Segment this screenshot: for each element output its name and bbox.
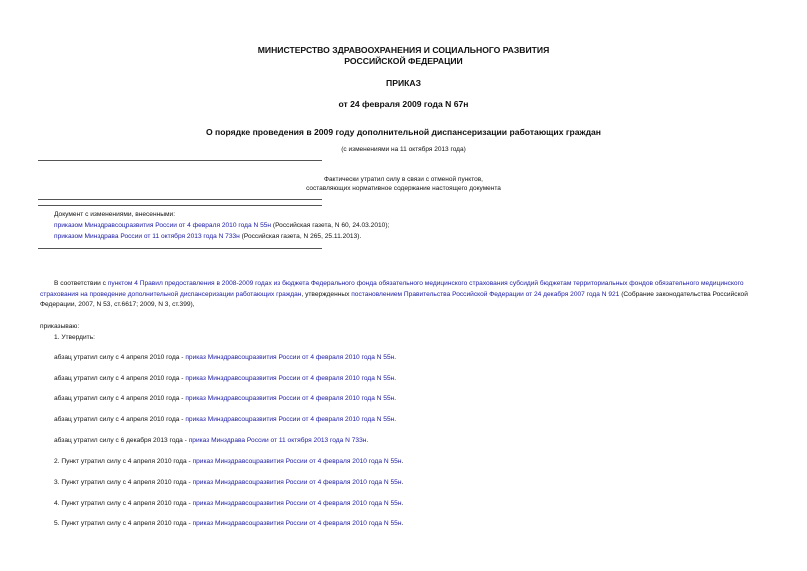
list-item-text: абзац утратил силу с 6 декабря 2013 года - [54, 437, 189, 444]
list-item-end: . [394, 354, 397, 361]
preamble-link-rules[interactable]: пунктом 4 Правил предоставления в 2008-2009 годах из бюджета Федерального фонда обязательного медицинского страхования субсидий бюджетам территориальных фондов обязательного медицинского страхования на проведение дополнительной диспансеризации работающих граждан [40, 280, 744, 298]
list-item-link[interactable]: приказ Минздрава России от 11 октября 2013 года N 733н [188, 437, 367, 444]
list-item-text: 2. Пункт утратил силу с 4 апреля 2010 года - [54, 458, 193, 465]
doc-type: ПРИКАЗ [386, 78, 421, 88]
amendment-link[interactable]: приказом Минздравсоцразвития России от 4 февраля 2010 года N 55н [54, 222, 272, 229]
divider [38, 160, 322, 161]
amendment-source: (Российская газета, N 60, 24.03.2010); [271, 222, 390, 229]
divider [38, 205, 322, 206]
preamble-text: , утвержденных [301, 290, 352, 298]
list-item-text: абзац утратил силу с 4 апреля 2010 года - [54, 416, 186, 423]
preamble-link-resolution[interactable]: постановлением Правительства Российской Федерации от 24 декабря 2007 года N 921 [351, 290, 620, 298]
preamble-text: (Собрание законодательства Российской Федерации, 2007, N 53, ст.6617; 2009, N 3, ст.399), [40, 290, 748, 308]
amendment-source: (Российская газета, N 265, 25.11.2013). [239, 233, 362, 240]
amendment-link[interactable]: приказом Минздрава России от 11 октября 2013 года N 733н [54, 233, 240, 240]
list-item-text: абзац утратил силу с 4 апреля 2010 года - [54, 375, 186, 382]
preamble-text: В соответствии с [54, 280, 108, 287]
list-item-text: абзац утратил силу с 4 апреля 2010 года - [54, 395, 186, 402]
list-item-end: . [394, 375, 397, 382]
list-item [54, 499, 403, 510]
list-item [54, 353, 396, 364]
doc-date: от 24 февраля 2009 года N 67н [338, 99, 469, 109]
list-item-link[interactable]: приказ Минздравсоцразвития России от 4 февраля 2010 года N 55н [185, 395, 395, 402]
status-note-line-1: Фактически утратил силу в связи с отменой пунктов, [324, 176, 483, 183]
list-item [54, 436, 368, 447]
list-item-end: . [394, 416, 397, 423]
list-item-link[interactable]: приказ Минздравсоцразвития России от 4 февраля 2010 года N 55н [185, 354, 395, 361]
divider [38, 199, 322, 200]
list-item-text: 4. Пункт утратил силу с 4 апреля 2010 года - [54, 500, 193, 507]
list-item-end: . [401, 479, 404, 486]
list-item-end: . [366, 437, 369, 444]
list-item-end: . [401, 458, 404, 465]
list-item [54, 415, 396, 426]
amendment-item [54, 232, 361, 243]
list-item-text: абзац утратил силу с 4 апреля 2010 года - [54, 354, 186, 361]
list-item [54, 457, 403, 468]
list-item-end: . [401, 520, 404, 527]
list-item-end: . [401, 500, 404, 507]
ministry-line-1: МИНИСТЕРСТВО ЗДРАВООХРАНЕНИЯ И СОЦИАЛЬНОГО РАЗВИТИЯ [257, 45, 550, 55]
amendment-item [54, 221, 389, 232]
list-item-link[interactable]: приказ Минздравсоцразвития России от 4 февраля 2010 года N 55н [185, 416, 395, 423]
amendments-intro: Документ с изменениями, внесенными: [54, 211, 176, 218]
order-word: приказываю: [40, 323, 80, 330]
list-item [54, 478, 403, 489]
changes-note: (с изменениями на 11 октября 2013 года) [341, 146, 466, 153]
list-item-text: 5. Пункт утратил силу с 4 апреля 2010 года - [54, 520, 193, 527]
item-1-title: 1. Утвердить: [54, 334, 95, 341]
preamble-paragraph [40, 279, 780, 311]
ministry-line-2: РОССИЙСКОЙ ФЕДЕРАЦИИ [344, 56, 463, 66]
list-item-text: 3. Пункт утратил силу с 4 апреля 2010 года - [54, 479, 193, 486]
list-item-link[interactable]: приказ Минздравсоцразвития России от 4 февраля 2010 года N 55н [192, 479, 402, 486]
doc-title: О порядке проведения в 2009 году дополнительной диспансеризации работающих граждан [205, 127, 601, 137]
divider [38, 248, 322, 249]
list-item-end: . [394, 395, 397, 402]
status-note-line-2: составляющих нормативное содержание настоящего документа [306, 185, 501, 192]
list-item-link[interactable]: приказ Минздравсоцразвития России от 4 февраля 2010 года N 55н [192, 520, 402, 527]
list-item-link[interactable]: приказ Минздравсоцразвития России от 4 февраля 2010 года N 55н [192, 458, 402, 465]
list-item-link[interactable]: приказ Минздравсоцразвития России от 4 февраля 2010 года N 55н [185, 375, 395, 382]
list-item-link[interactable]: приказ Минздравсоцразвития России от 4 февраля 2010 года N 55н [192, 500, 402, 507]
list-item [54, 374, 396, 385]
list-item [54, 519, 403, 530]
list-item [54, 394, 396, 405]
